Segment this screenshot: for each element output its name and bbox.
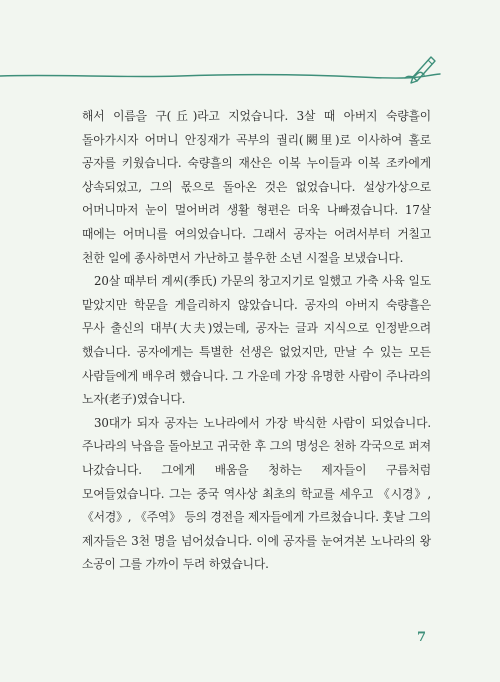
pencil-icon bbox=[400, 48, 440, 88]
paragraph: 30대가 되자 공자는 노나라에서 가장 박식한 사람이 되었습니다. 주나라의 낙읍을 돌아보고 귀국한 후 그의 명성은 천하 각국으로 퍼져 나갔습니다. 그에게 배움을 청하는 제자들이 구름처럼 모여들었습니다. 그는 중국 역사상 최초의 학교를 세우고 《시경》, 《서경》, 《주역》 등의 경전을 제자들에게 가르쳤습니다. 훗날 그의 제자들은 3천 명을 넘어섰습니다. 이에 공자를 눈여겨본 노나라의 왕 소공이 그를 가까이 두려 하였습니다. bbox=[82, 415, 431, 572]
page-number: 7 bbox=[416, 630, 426, 645]
paragraph: 20살 때부터 계씨(季氏) 가문의 창고지기로 일했고 가축 사육 일도 맡았지만 학문을 게을리하지 않았습니다. 공자의 아버지 숙량흘은 무사 출신의 대부(大夫)였는데, 공자는 글과 지식으로 인정받으려 했습니다. 공자에게는 특별한 선생은 없었지만, 만날 수 있는 모든 사람들에게 배우려 했습니다. 그 가운데 가장 유명한 사람이 주나라의 노자(老子)였습니다. bbox=[82, 274, 431, 407]
paragraph: 해서 이름을 구(丘)라고 지었습니다. 3살 때 아버지 숙량흘이 돌아가시자 어머니 안징재가 곡부의 궐리(闕里)로 이사하여 홀로 공자를 키웠습니다. 숙량흘의 재산은 이복 누이들과 이복 조카에게 상속되었고, 그의 몫으로 돌아온 것은 없었습니다. 설상가상으로 어머니마저 눈이 멀어버려 생활 형편은 더욱 나빠졌습니다. 17살 때에는 어머니를 여의었습니다. 그래서 공자는 어려서부터 거칠고 천한 일에 종사하면서 가난하고 불우한 소년 시절을 보냈습니다. bbox=[82, 109, 431, 265]
body-text bbox=[82, 105, 431, 577]
